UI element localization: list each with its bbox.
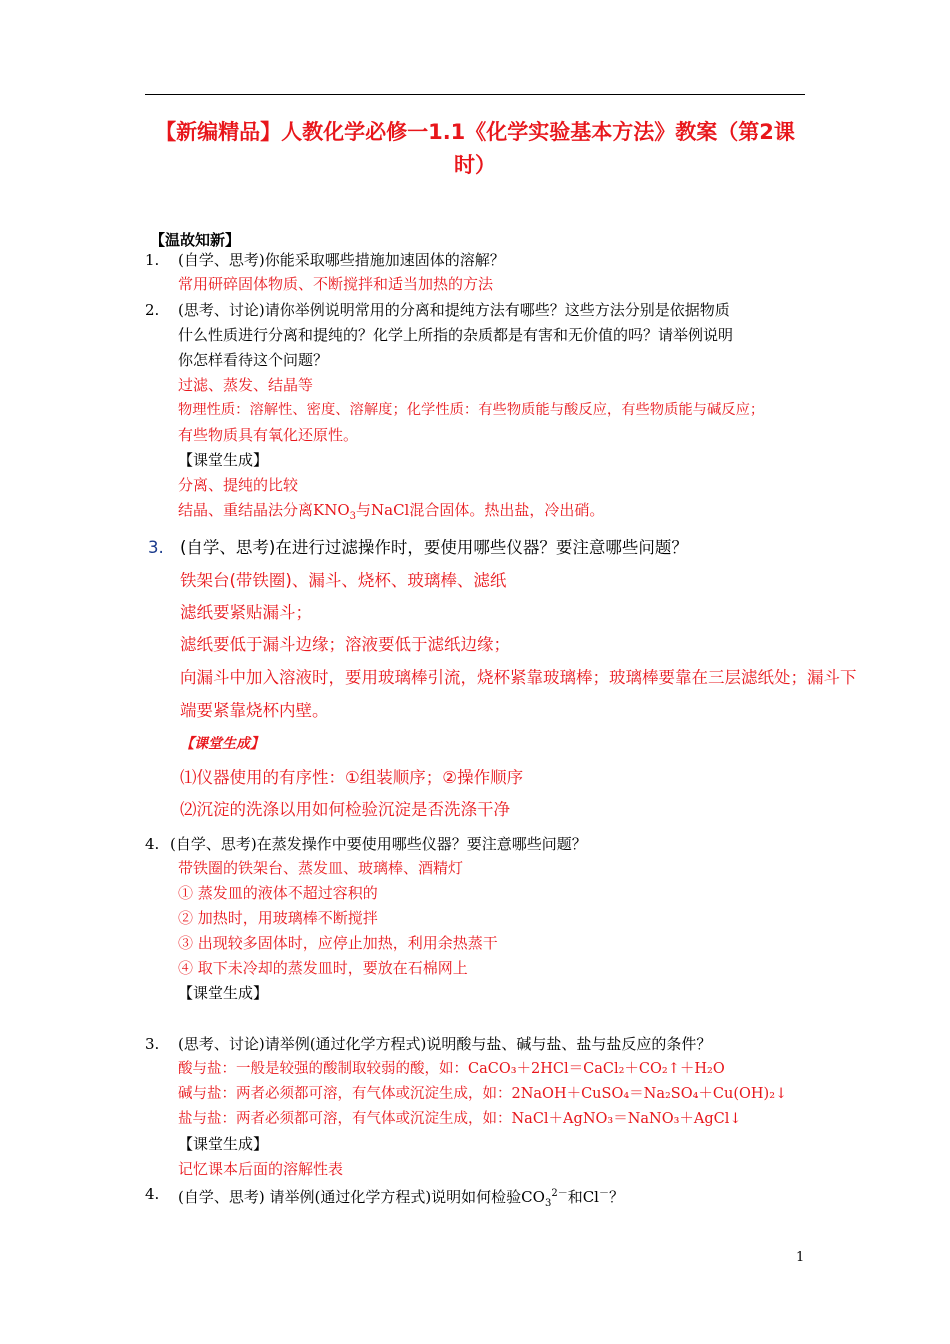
q2-answer-line-1: 过滤、蒸发、结晶等 — [178, 376, 314, 394]
q3a-answer-line-3: 滤纸要低于漏斗边缘；溶液要低于滤纸边缘； — [180, 635, 510, 654]
q4a-answer-line-5: ④ 取下未冷却的蒸发皿时，要放在石棉网上 — [178, 959, 468, 977]
title-line-2: 时） — [454, 153, 496, 177]
q2-number: 2. — [145, 301, 160, 319]
q4a-number: 4. — [145, 835, 160, 853]
q4b-question: (自学、思考) 请举例(通过化学方程式)说明如何检验$CO_3^{2-}$和Cl－？ — [178, 1188, 624, 1209]
q1-number: 1. — [145, 251, 160, 269]
q3b-generation-line-1: 记忆课本后面的溶解性表 — [178, 1160, 344, 1178]
q2-class-label: 【课堂生成】 — [178, 451, 269, 469]
q2-generation-line-2: 结晶、重结晶法分离$KNO_3$与NaCl混合固体。热出盐，冷出硝。 — [178, 501, 605, 522]
document-title — [145, 116, 805, 182]
q3a-number: 3. — [148, 538, 164, 557]
q2-question-line-2: 什么性质进行分离和提纯的？化学上所指的杂质都是有害和无价值的吗？请举例说明 — [178, 326, 734, 344]
q2-answer-line-3: 有些物质具有氧化还原性。 — [178, 426, 359, 444]
q3a-generation-line-1: ⑴仪器使用的有序性：①组装顺序；②操作顺序 — [180, 768, 524, 787]
q3a-answer-line-1: 铁架台(带铁圈)、漏斗、烧杯、玻璃棒、滤纸 — [180, 571, 507, 590]
q4a-class-label: 【课堂生成】 — [178, 984, 269, 1002]
q3a-answer-line-2: 滤纸要紧贴漏斗； — [180, 603, 312, 622]
q2-question-line-1: (思考、讨论)请你举例说明常用的分离和提纯方法有哪些？这些方法分别是依据物质 — [178, 301, 730, 319]
q1-question: (自学、思考)你能采取哪些措施加速固体的溶解？ — [178, 251, 505, 269]
q2-question-line-3: 你怎样看待这个问题？ — [178, 351, 329, 369]
q2-generation-line-1: 分离、提纯的比较 — [178, 476, 299, 494]
q3a-generation-line-2: ⑵沉淀的洗涤以用如何检验沉淀是否洗涤干净 — [180, 800, 510, 819]
q3b-question: (思考、讨论)请举例(通过化学方程式)说明酸与盐、碱与盐、盐与盐反应的条件？ — [178, 1035, 712, 1053]
q4a-answer-line-3: ② 加热时，用玻璃棒不断搅拌 — [178, 909, 378, 927]
q2-answer-line-2: 物理性质：溶解性、密度、溶解度；化学性质：有些物质能与酸反应，有些物质能与碱反应； — [178, 402, 765, 418]
header-rule — [145, 94, 805, 95]
q3b-class-label: 【课堂生成】 — [178, 1135, 269, 1153]
q3a-class-label: 【课堂生成】 — [180, 736, 264, 752]
q4a-question: (自学、思考)在蒸发操作中要使用哪些仪器？要注意哪些问题？ — [170, 835, 587, 853]
q3b-salt-salt: 盐与盐：两者必须都可溶，有气体或沉淀生成，如：NaCl＋AgNO₃＝NaNO₃＋AgCl↓ — [178, 1111, 742, 1127]
q4a-answer-line-1: 带铁圈的铁架台、蒸发皿、玻璃棒、酒精灯 — [178, 859, 464, 877]
q4a-answer-line-4: ③ 出现较多固体时，应停止加热，利用余热蒸干 — [178, 934, 498, 952]
q4a-answer-line-2: ① 蒸发皿的液体不超过容积的 — [178, 884, 378, 902]
q1-answer: 常用研碎固体物质、不断搅拌和适当加热的方法 — [178, 275, 494, 293]
q3b-acid-salt: 酸与盐：一般是较强的酸制取较弱的酸，如：CaCO₃＋2HCl＝CaCl₂＋CO₂↑＋H₂O — [178, 1061, 725, 1077]
q3a-answer-line-4: 向漏斗中加入溶液时，要用玻璃棒引流，烧杯紧靠玻璃棒；玻璃棒要靠在三层滤纸处；漏斗下 — [180, 668, 857, 687]
q3b-number: 3. — [145, 1035, 160, 1053]
section-review-heading: 【温故知新】 — [150, 231, 241, 249]
q3b-base-salt: 碱与盐：两者必须都可溶，有气体或沉淀生成，如：2NaOH＋CuSO₄＝Na₂SO₄＋Cu(OH)₂↓ — [178, 1086, 788, 1102]
q3a-answer-line-5: 端要紧靠烧杯内壁。 — [180, 701, 329, 720]
q3a-question: (自学、思考)在进行过滤操作时，要使用哪些仪器？要注意哪些问题？ — [180, 538, 688, 557]
q4b-number: 4. — [145, 1185, 160, 1203]
title-line-1: 【新编精品】人教化学必修一1.1《化学实验基本方法》教案（第2课 — [155, 120, 795, 144]
page-number: 1 — [796, 1250, 805, 1265]
